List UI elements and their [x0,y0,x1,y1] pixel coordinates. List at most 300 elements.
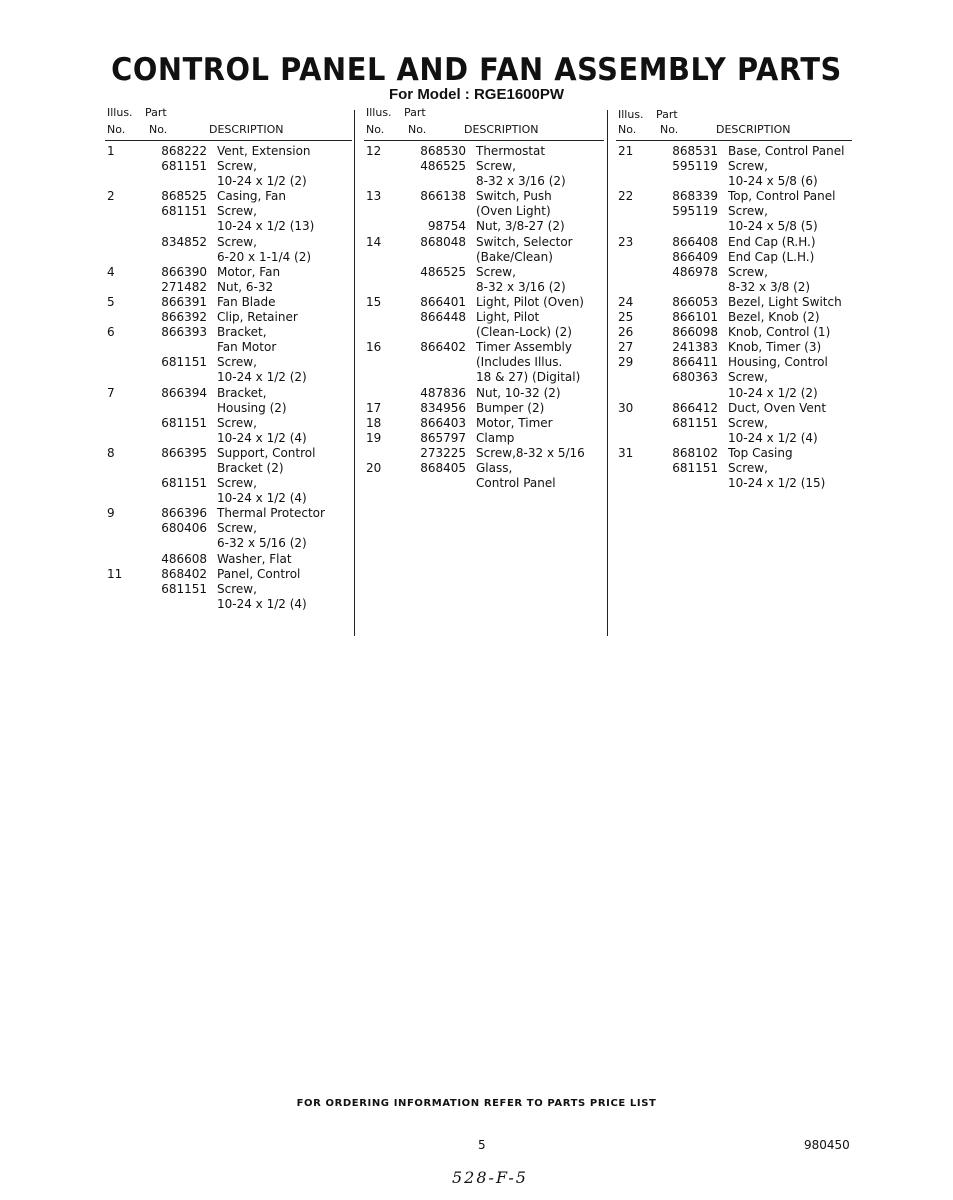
part-number [662,174,728,189]
part-description: End Cap (L.H.) [728,249,815,264]
illus-number [616,370,662,385]
part-description: Bracket (2) [217,460,284,475]
illus-number: 23 [618,234,634,249]
illus-number: 26 [618,325,634,340]
part-number: 681151 [161,476,207,491]
parts-rows [105,141,352,612]
table-row [364,219,604,234]
part-number [410,250,476,265]
part-description: 8-32 x 3/8 (2) [728,279,811,294]
part-description: Screw, [728,370,768,385]
part-description: 10-24 x 1/2 (2) [217,370,307,385]
part-description: Casing, Fan [217,189,286,204]
column-header [616,106,852,141]
illus-number [105,461,151,476]
table-row [616,401,852,416]
table-row [616,461,852,476]
description-header: DESCRIPTION [464,123,539,136]
part-description: Screw, [476,264,516,279]
table-row [616,174,852,189]
part-description: Top, Control Panel [728,189,836,204]
illus-number [616,476,662,491]
illus-number: 11 [107,566,123,581]
part-header-top: Part [656,108,678,121]
part-description: Screw, [217,476,257,491]
part-number: 866409 [672,249,718,264]
part-number: 866408 [672,234,718,249]
illus-number: 30 [618,400,634,415]
part-description: Screw, [728,264,768,279]
illus-number [364,355,410,370]
part-description: Panel, Control [217,566,301,581]
part-description: 10-24 x 5/8 (5) [728,219,818,234]
table-row [616,204,852,219]
part-number [662,386,728,401]
part-description: Screw, [217,159,257,174]
table-row [616,250,852,265]
table-row [105,582,352,597]
part-description: Housing (2) [217,400,287,415]
table-row [105,446,352,461]
table-row [364,401,604,416]
illus-number [364,250,410,265]
part-description: Screw, [217,234,257,249]
part-description: Thermal Protector [217,506,325,521]
table-row [364,370,604,385]
part-number [151,219,217,234]
table-row [616,235,852,250]
illus-number [364,204,410,219]
table-row [105,552,352,567]
part-number [151,461,217,476]
table-row [616,386,852,401]
table-row [105,597,352,612]
table-row [105,431,352,446]
part-description: Bracket, [217,325,267,340]
part-description: 8-32 x 3/16 (2) [476,279,566,294]
table-row [364,461,604,476]
part-description: Control Panel [476,476,556,491]
table-row [364,431,604,446]
illus-number: 19 [366,430,382,445]
part-number: 271482 [161,279,207,294]
illus-number: 27 [618,340,634,355]
part-description: Switch, Selector [476,234,573,249]
illus-number: 16 [366,340,382,355]
part-number: 868402 [161,566,207,581]
part-description: Glass, [476,460,513,475]
illus-number: 24 [618,294,634,309]
table-row [105,250,352,265]
table-row [105,295,352,310]
part-number: 486608 [161,551,207,566]
illus-number [616,461,662,476]
part-description: Knob, Timer (3) [728,340,822,355]
part-number: 595119 [672,204,718,219]
part-header-bottom: No. [149,123,168,136]
part-description: Support, Control [217,445,316,460]
ordering-note: FOR ORDERING INFORMATION REFER TO PARTS PRICE LIST [296,1098,657,1109]
table-row [364,204,604,219]
part-number [410,370,476,385]
part-description: Vent, Extension [217,144,311,158]
part-number: 868102 [672,445,718,460]
table-row [105,174,352,189]
illus-number [364,476,410,491]
part-number: 681151 [161,415,207,430]
illus-number: 12 [366,144,382,158]
part-number: 834956 [420,400,466,415]
illus-header-top: Illus. [107,106,133,119]
illus-header-bottom: No. [618,123,637,136]
table-row [364,476,604,491]
part-number: 486978 [672,264,718,279]
illus-number [364,159,410,174]
part-number: 681151 [161,159,207,174]
illus-number: 8 [107,445,115,460]
table-row [616,325,852,340]
table-row [105,235,352,250]
table-row [364,416,604,431]
illus-number [105,476,151,491]
illus-number [105,521,151,536]
table-row [616,370,852,385]
table-row [616,159,852,174]
part-number [151,340,217,355]
part-number: 866396 [161,506,207,521]
part-description: Screw,8-32 x 5/16 [476,445,585,460]
illus-number [105,582,151,597]
illus-number [616,386,662,401]
illus-number [105,401,151,416]
part-number [151,370,217,385]
illus-number [105,340,151,355]
part-description: Clamp [476,430,515,445]
illus-number: 13 [366,189,382,204]
part-description: Clip, Retainer [217,310,298,325]
illus-number [105,250,151,265]
part-number: 595119 [672,159,718,174]
part-description: Washer, Flat [217,551,292,566]
table-row [105,340,352,355]
part-description: Screw, [728,159,768,174]
table-row [364,295,604,310]
part-description: 10-24 x 5/8 (6) [728,174,818,189]
part-number [151,431,217,446]
illus-number: 7 [107,385,115,400]
illus-number [616,219,662,234]
parts-column-1 [105,106,352,612]
part-description: Nut, 10-32 (2) [476,385,561,400]
part-description: 10-24 x 1/2 (15) [728,476,826,491]
illus-number [616,416,662,431]
document-number: 980450 [804,1138,850,1152]
part-number: 865797 [420,430,466,445]
table-row [105,491,352,506]
table-row [105,476,352,491]
illus-number [105,310,151,325]
illus-number [105,536,151,551]
table-row [105,521,352,536]
illus-number [105,235,151,250]
illus-number [364,219,410,234]
illus-number: 31 [618,445,634,460]
part-number: 866395 [161,445,207,460]
table-row [364,280,604,295]
part-number: 681151 [161,355,207,370]
part-description: 10-24 x 1/2 (13) [217,219,315,234]
illus-number: 29 [618,355,634,370]
illus-number [616,250,662,265]
table-row [364,325,604,340]
table-row [105,159,352,174]
part-description: Thermostat [476,144,546,158]
part-description: Motor, Fan [217,264,281,279]
part-description: Screw, [217,581,257,596]
table-row [105,325,352,340]
illus-header-top: Illus. [618,108,644,121]
part-number [662,476,728,491]
table-row [616,219,852,234]
part-number: 486525 [420,159,466,174]
part-description: Screw, [217,521,257,536]
table-row [616,280,852,295]
table-row [105,386,352,401]
part-number [662,219,728,234]
parts-rows [616,141,852,491]
parts-column-2 [364,106,604,491]
illus-number [616,174,662,189]
table-row [364,355,604,370]
column-header [105,106,352,141]
part-description: Light, Pilot (Oven) [476,294,584,309]
table-row [364,144,604,159]
table-row [105,567,352,582]
part-description: Timer Assembly [476,340,572,355]
table-row [616,355,852,370]
part-number: 866393 [161,325,207,340]
part-description: 10-24 x 1/2 (4) [217,430,307,445]
part-description: 6-20 x 1-1/4 (2) [217,249,312,264]
part-number: 680363 [672,370,718,385]
part-description: Base, Control Panel [728,144,845,158]
table-row [105,506,352,521]
part-number: 273225 [420,445,466,460]
part-number: 681151 [161,204,207,219]
illus-number [105,204,151,219]
part-number: 868339 [672,189,718,204]
table-row [616,340,852,355]
part-description: Screw, [728,415,768,430]
part-number: 834852 [161,234,207,249]
part-description: Bezel, Knob (2) [728,310,820,325]
illus-number [364,310,410,325]
part-number: 681151 [161,581,207,596]
illus-number [105,431,151,446]
part-description: Screw, [217,355,257,370]
part-number: 866448 [420,310,466,325]
handwritten-note: 528-F-5 [452,1168,528,1187]
table-row [105,265,352,280]
part-number: 866390 [161,264,207,279]
part-number [410,204,476,219]
part-number: 868531 [672,144,718,158]
part-description: Screw, [217,204,257,219]
part-description: 10-24 x 1/2 (2) [728,385,818,400]
page-title: CONTROL PANEL AND FAN ASSEMBLY PARTS [111,52,842,88]
illus-number: 2 [107,189,115,204]
part-description: 18 & 27) (Digital) [476,370,581,385]
part-number [151,491,217,506]
table-row [364,235,604,250]
part-number: 868222 [161,144,207,158]
illus-header-top: Illus. [366,106,392,119]
illus-number [105,416,151,431]
illus-number [364,446,410,461]
illus-number [105,552,151,567]
part-number: 487836 [420,385,466,400]
part-number [410,476,476,491]
part-description: (Bake/Clean) [476,249,553,264]
table-row [105,370,352,385]
table-row [105,204,352,219]
part-number [410,355,476,370]
illus-number [616,204,662,219]
part-number [151,401,217,416]
page-number: 5 [478,1138,486,1152]
table-row [616,431,852,446]
part-number [151,250,217,265]
illus-number: 14 [366,234,382,249]
part-description: 10-24 x 1/2 (4) [728,430,818,445]
part-description: Bumper (2) [476,400,545,415]
part-description: 10-24 x 1/2 (2) [217,174,307,189]
illus-number: 9 [107,506,115,521]
table-row [364,310,604,325]
part-description: Screw, [476,159,516,174]
part-number: 241383 [672,340,718,355]
illus-number [105,597,151,612]
table-row [616,446,852,461]
description-header: DESCRIPTION [209,123,284,136]
part-description: Nut, 6-32 [217,279,274,294]
part-header-top: Part [404,106,426,119]
table-row [364,446,604,461]
table-row [616,189,852,204]
table-row [364,174,604,189]
part-number: 486525 [420,264,466,279]
table-row [364,386,604,401]
part-header-bottom: No. [660,123,679,136]
column-header [364,106,604,141]
table-row [616,144,852,159]
table-row [105,416,352,431]
illus-number [105,280,151,295]
part-description: End Cap (R.H.) [728,234,816,249]
part-description: 8-32 x 3/16 (2) [476,174,566,189]
illus-header-bottom: No. [366,123,385,136]
part-number: 866412 [672,400,718,415]
table-row [105,461,352,476]
part-header-top: Part [145,106,167,119]
table-row [364,265,604,280]
part-number: 866138 [420,189,466,204]
part-number [151,536,217,551]
table-row [364,159,604,174]
illus-number [364,280,410,295]
part-number: 868048 [420,234,466,249]
part-description: Bracket, [217,385,267,400]
illus-number [105,174,151,189]
illus-number [105,355,151,370]
part-number [151,597,217,612]
table-row [105,401,352,416]
model-subtitle: For Model : RGE1600PW [388,86,565,103]
part-number [410,325,476,340]
illus-number [105,219,151,234]
part-number: 680406 [161,521,207,536]
part-number: 866394 [161,385,207,400]
table-row [616,476,852,491]
parts-column-3 [616,106,852,491]
table-row [105,144,352,159]
illus-number: 18 [366,415,382,430]
part-number: 866391 [161,294,207,309]
part-number [662,431,728,446]
table-row [364,340,604,355]
part-number [151,174,217,189]
column-divider [607,110,608,636]
illus-number: 5 [107,294,115,309]
table-row [616,265,852,280]
parts-rows [364,141,604,491]
part-description: 10-24 x 1/2 (4) [217,596,307,611]
illus-number [364,370,410,385]
illus-number: 1 [107,144,115,158]
part-number: 868530 [420,144,466,158]
part-number: 866101 [672,310,718,325]
part-description: Switch, Push [476,189,552,204]
illus-number [364,265,410,280]
illus-number: 22 [618,189,634,204]
part-description: (Clean-Lock) (2) [476,325,572,340]
part-description: Nut, 3/8-27 (2) [476,219,565,234]
part-number: 98754 [427,219,466,234]
part-description: Fan Motor [217,340,277,355]
illus-number: 17 [366,400,382,415]
illus-number [364,325,410,340]
illus-number [616,280,662,295]
table-row [616,416,852,431]
part-description: Top Casing [728,445,793,460]
part-description: Motor, Timer [476,415,553,430]
table-row [105,355,352,370]
part-description: Knob, Control (1) [728,325,831,340]
illus-number [616,265,662,280]
illus-number: 6 [107,325,115,340]
illus-number: 21 [618,144,634,158]
part-number: 681151 [672,415,718,430]
part-number: 681151 [672,460,718,475]
table-row [364,250,604,265]
illus-number [616,431,662,446]
part-number [662,280,728,295]
table-row [105,189,352,204]
part-header-bottom: No. [408,123,427,136]
part-number: 866403 [420,415,466,430]
illus-number [105,370,151,385]
illus-number [616,159,662,174]
